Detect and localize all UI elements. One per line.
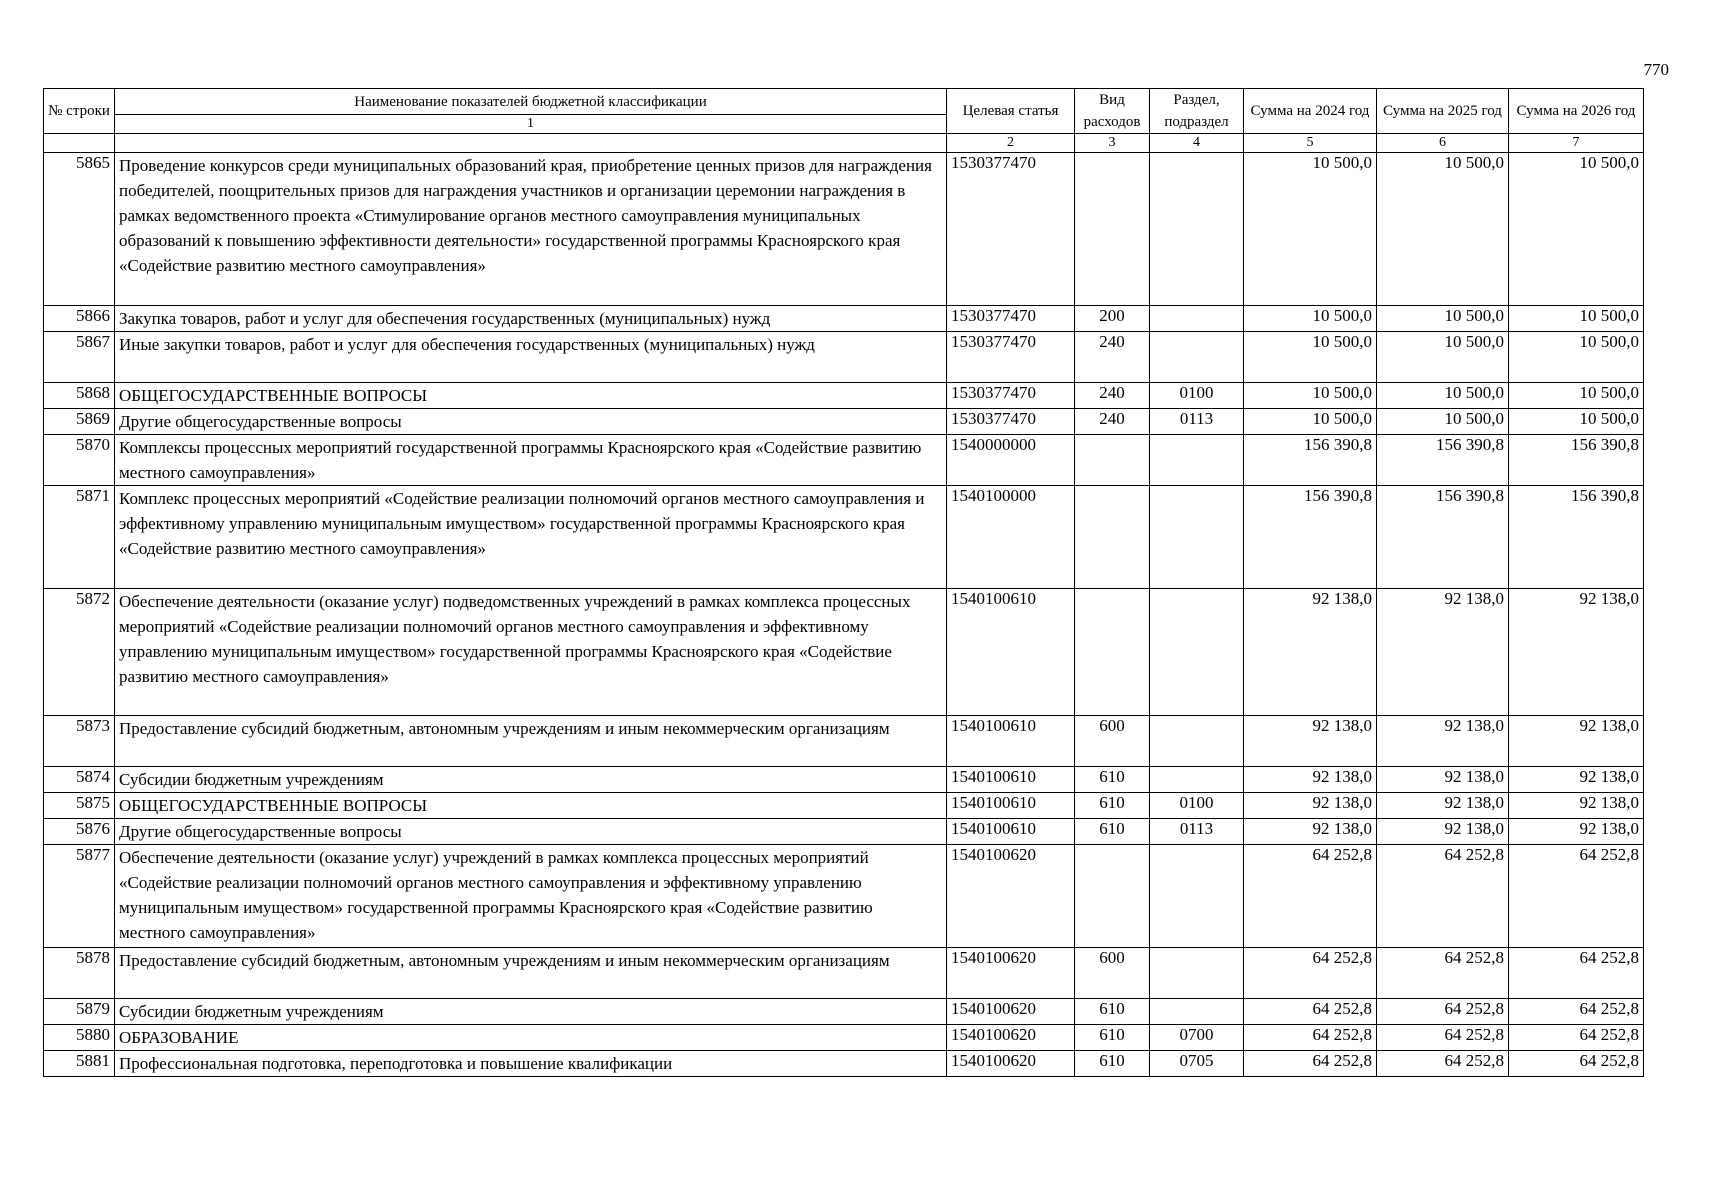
row-target-code: 1540100610 [947, 767, 1075, 793]
row-target-code: 1530377470 [947, 383, 1075, 409]
row-sum-2026: 156 390,8 [1509, 486, 1644, 589]
row-expense-type: 610 [1075, 1051, 1150, 1077]
row-number: 5878 [44, 948, 115, 999]
row-name: Субсидии бюджетным учреждениям [115, 999, 947, 1025]
row-sum-2026: 92 138,0 [1509, 793, 1644, 819]
column-number: 1 [115, 115, 947, 134]
row-name: Профессиональная подготовка, переподготовка и повышение квалификации [115, 1051, 947, 1077]
row-number: 5867 [44, 332, 115, 383]
table-row [44, 435, 1644, 486]
row-target-code: 1540100620 [947, 1051, 1075, 1077]
row-sum-2024: 156 390,8 [1244, 435, 1377, 486]
row-sum-2025: 156 390,8 [1377, 435, 1509, 486]
header-type: Вид расходов [1075, 89, 1150, 134]
row-sum-2026: 10 500,0 [1509, 383, 1644, 409]
row-sum-2024: 92 138,0 [1244, 716, 1377, 767]
table-row [44, 716, 1644, 767]
row-sum-2024: 92 138,0 [1244, 793, 1377, 819]
row-number: 5880 [44, 1025, 115, 1051]
row-section-code [1150, 486, 1244, 589]
row-sum-2025: 10 500,0 [1377, 383, 1509, 409]
row-name: Закупка товаров, работ и услуг для обеспечения государственных (муниципальных) нужд [115, 306, 947, 332]
row-sum-2025: 156 390,8 [1377, 486, 1509, 589]
row-section-code [1150, 589, 1244, 716]
row-section-code [1150, 306, 1244, 332]
row-number: 5877 [44, 845, 115, 948]
header-section: Раздел, подраздел [1150, 89, 1244, 134]
row-name: Предоставление субсидий бюджетным, автономным учреждениям и иным некоммерческим организациям [115, 948, 947, 999]
row-sum-2024: 10 500,0 [1244, 409, 1377, 435]
row-target-code: 1540100620 [947, 999, 1075, 1025]
row-sum-2024: 156 390,8 [1244, 486, 1377, 589]
table-row [44, 793, 1644, 819]
row-expense-type: 240 [1075, 383, 1150, 409]
row-expense-type: 610 [1075, 793, 1150, 819]
row-number: 5872 [44, 589, 115, 716]
row-target-code: 1540100610 [947, 793, 1075, 819]
row-target-code: 1540100610 [947, 589, 1075, 716]
row-name: Обеспечение деятельности (оказание услуг) учреждений в рамках комплекса процессных мероприятий «Содействие реализации полномочий органов местного самоуправления и эффективному управлению муниципальным имуществом» государственной программы Красноярского края «Содействие развитию местного самоуправления» [115, 845, 947, 948]
row-number: 5869 [44, 409, 115, 435]
row-expense-type [1075, 845, 1150, 948]
row-sum-2026: 10 500,0 [1509, 409, 1644, 435]
row-sum-2026: 10 500,0 [1509, 153, 1644, 306]
row-number: 5875 [44, 793, 115, 819]
row-target-code: 1540100610 [947, 716, 1075, 767]
row-name: Комплекс процессных мероприятий «Содействие реализации полномочий органов местного самоуправления и эффективному управлению муниципальным имуществом» государственной программы Красноярского края «Содействие развитию местного самоуправления» [115, 486, 947, 589]
table-row [44, 332, 1644, 383]
row-sum-2026: 64 252,8 [1509, 1051, 1644, 1077]
row-sum-2024: 92 138,0 [1244, 767, 1377, 793]
row-name: Предоставление субсидий бюджетным, автономным учреждениям и иным некоммерческим организациям [115, 716, 947, 767]
table-row [44, 306, 1644, 332]
row-section-code: 0113 [1150, 819, 1244, 845]
row-name: Проведение конкурсов среди муниципальных образований края, приобретение ценных призов для награждения победителей, поощрительных призов для награждения участников и организации церемонии награждения в рамках ведомственного проекта «Стимулирование органов местного самоуправления муниципальных образований к повышению эффективности деятельности» государственной программы Красноярского края «Содействие развитию местного самоуправления» [115, 153, 947, 306]
row-sum-2024: 64 252,8 [1244, 999, 1377, 1025]
row-sum-2025: 64 252,8 [1377, 948, 1509, 999]
page-number: 770 [1643, 60, 1669, 79]
column-number-row-2 [44, 134, 1644, 153]
row-sum-2025: 10 500,0 [1377, 306, 1509, 332]
row-sum-2025: 10 500,0 [1377, 332, 1509, 383]
row-name: Комплексы процессных мероприятий государственной программы Красноярского края «Содействие развитию местного самоуправления» [115, 435, 947, 486]
row-sum-2025: 10 500,0 [1377, 409, 1509, 435]
table-row [44, 153, 1644, 306]
row-sum-2026: 64 252,8 [1509, 1025, 1644, 1051]
row-section-code [1150, 767, 1244, 793]
row-section-code [1150, 999, 1244, 1025]
row-expense-type: 600 [1075, 716, 1150, 767]
row-sum-2026: 64 252,8 [1509, 845, 1644, 948]
row-number: 5865 [44, 153, 115, 306]
row-section-code [1150, 845, 1244, 948]
header-row [44, 89, 1644, 115]
row-section-code: 0113 [1150, 409, 1244, 435]
row-number: 5870 [44, 435, 115, 486]
header-sum-2024: Сумма на 2024 год [1244, 89, 1377, 134]
row-section-code [1150, 716, 1244, 767]
row-name: Иные закупки товаров, работ и услуг для обеспечения государственных (муниципальных) нужд [115, 332, 947, 383]
row-name: Обеспечение деятельности (оказание услуг) подведомственных учреждений в рамках комплекса процессных мероприятий «Содействие реализации полномочий органов местного самоуправления и эффективному управлению муниципальным имуществом» государственной программы Красноярского края «Содействие развитию местного самоуправления» [115, 589, 947, 716]
header-sum-2025: Сумма на 2025 год [1377, 89, 1509, 134]
row-section-code: 0100 [1150, 383, 1244, 409]
row-number: 5873 [44, 716, 115, 767]
row-expense-type: 200 [1075, 306, 1150, 332]
row-sum-2025: 92 138,0 [1377, 819, 1509, 845]
row-name: Другие общегосударственные вопросы [115, 819, 947, 845]
row-expense-type: 240 [1075, 409, 1150, 435]
row-section-code: 0705 [1150, 1051, 1244, 1077]
column-number: 7 [1509, 134, 1644, 153]
header-row-no: № строки [44, 89, 115, 134]
row-target-code: 1540100000 [947, 486, 1075, 589]
row-sum-2026: 92 138,0 [1509, 819, 1644, 845]
row-number: 5868 [44, 383, 115, 409]
row-target-code: 1530377470 [947, 153, 1075, 306]
row-sum-2026: 64 252,8 [1509, 948, 1644, 999]
row-sum-2024: 10 500,0 [1244, 153, 1377, 306]
row-expense-type: 600 [1075, 948, 1150, 999]
row-sum-2026: 92 138,0 [1509, 716, 1644, 767]
row-target-code: 1540100620 [947, 948, 1075, 999]
row-sum-2025: 92 138,0 [1377, 767, 1509, 793]
row-expense-type: 610 [1075, 1025, 1150, 1051]
row-sum-2025: 92 138,0 [1377, 589, 1509, 716]
table-row [44, 819, 1644, 845]
row-sum-2024: 64 252,8 [1244, 1025, 1377, 1051]
row-target-code: 1530377470 [947, 332, 1075, 383]
table-row [44, 589, 1644, 716]
row-sum-2025: 64 252,8 [1377, 845, 1509, 948]
row-sum-2026: 156 390,8 [1509, 435, 1644, 486]
row-sum-2026: 10 500,0 [1509, 332, 1644, 383]
table-row [44, 1051, 1644, 1077]
row-expense-type [1075, 435, 1150, 486]
row-number: 5866 [44, 306, 115, 332]
row-section-code [1150, 435, 1244, 486]
column-number: 3 [1075, 134, 1150, 153]
column-number: 6 [1377, 134, 1509, 153]
row-sum-2025: 64 252,8 [1377, 1025, 1509, 1051]
row-expense-type [1075, 589, 1150, 716]
row-section-code: 0700 [1150, 1025, 1244, 1051]
row-sum-2026: 92 138,0 [1509, 767, 1644, 793]
table-row [44, 1025, 1644, 1051]
row-sum-2025: 10 500,0 [1377, 153, 1509, 306]
row-name: ОБРАЗОВАНИЕ [115, 1025, 947, 1051]
row-name: Субсидии бюджетным учреждениям [115, 767, 947, 793]
row-target-code: 1540100620 [947, 1025, 1075, 1051]
row-expense-type [1075, 153, 1150, 306]
header-name: Наименование показателей бюджетной классификации [115, 89, 947, 115]
row-sum-2025: 64 252,8 [1377, 1051, 1509, 1077]
row-name: ОБЩЕГОСУДАРСТВЕННЫЕ ВОПРОСЫ [115, 383, 947, 409]
row-section-code: 0100 [1150, 793, 1244, 819]
table-row [44, 383, 1644, 409]
row-target-code: 1540100620 [947, 845, 1075, 948]
header-target: Целевая статья [947, 89, 1075, 134]
row-sum-2024: 10 500,0 [1244, 306, 1377, 332]
column-number: 5 [1244, 134, 1377, 153]
table-row [44, 948, 1644, 999]
row-sum-2024: 64 252,8 [1244, 845, 1377, 948]
row-number: 5871 [44, 486, 115, 589]
row-sum-2024: 92 138,0 [1244, 589, 1377, 716]
table-row [44, 767, 1644, 793]
row-target-code: 1540100610 [947, 819, 1075, 845]
table-row [44, 486, 1644, 589]
row-sum-2024: 10 500,0 [1244, 332, 1377, 383]
row-target-code: 1530377470 [947, 306, 1075, 332]
table-row [44, 845, 1644, 948]
table-row [44, 999, 1644, 1025]
row-number: 5876 [44, 819, 115, 845]
row-expense-type: 240 [1075, 332, 1150, 383]
row-number: 5881 [44, 1051, 115, 1077]
row-expense-type [1075, 486, 1150, 589]
row-sum-2025: 92 138,0 [1377, 793, 1509, 819]
row-sum-2024: 10 500,0 [1244, 383, 1377, 409]
row-sum-2026: 10 500,0 [1509, 306, 1644, 332]
row-sum-2025: 92 138,0 [1377, 716, 1509, 767]
row-sum-2024: 92 138,0 [1244, 819, 1377, 845]
row-target-code: 1540000000 [947, 435, 1075, 486]
header-sum-2026: Сумма на 2026 год [1509, 89, 1644, 134]
column-number: 2 [947, 134, 1075, 153]
row-name: ОБЩЕГОСУДАРСТВЕННЫЕ ВОПРОСЫ [115, 793, 947, 819]
row-expense-type: 610 [1075, 767, 1150, 793]
row-sum-2026: 92 138,0 [1509, 589, 1644, 716]
row-section-code [1150, 948, 1244, 999]
row-expense-type: 610 [1075, 999, 1150, 1025]
row-number: 5879 [44, 999, 115, 1025]
table-row [44, 409, 1644, 435]
row-section-code [1150, 153, 1244, 306]
row-sum-2025: 64 252,8 [1377, 999, 1509, 1025]
budget-table [43, 88, 1644, 1077]
row-sum-2024: 64 252,8 [1244, 1051, 1377, 1077]
row-number: 5874 [44, 767, 115, 793]
row-sum-2026: 64 252,8 [1509, 999, 1644, 1025]
row-name: Другие общегосударственные вопросы [115, 409, 947, 435]
row-section-code [1150, 332, 1244, 383]
row-expense-type: 610 [1075, 819, 1150, 845]
row-sum-2024: 64 252,8 [1244, 948, 1377, 999]
row-target-code: 1530377470 [947, 409, 1075, 435]
column-number: 4 [1150, 134, 1244, 153]
